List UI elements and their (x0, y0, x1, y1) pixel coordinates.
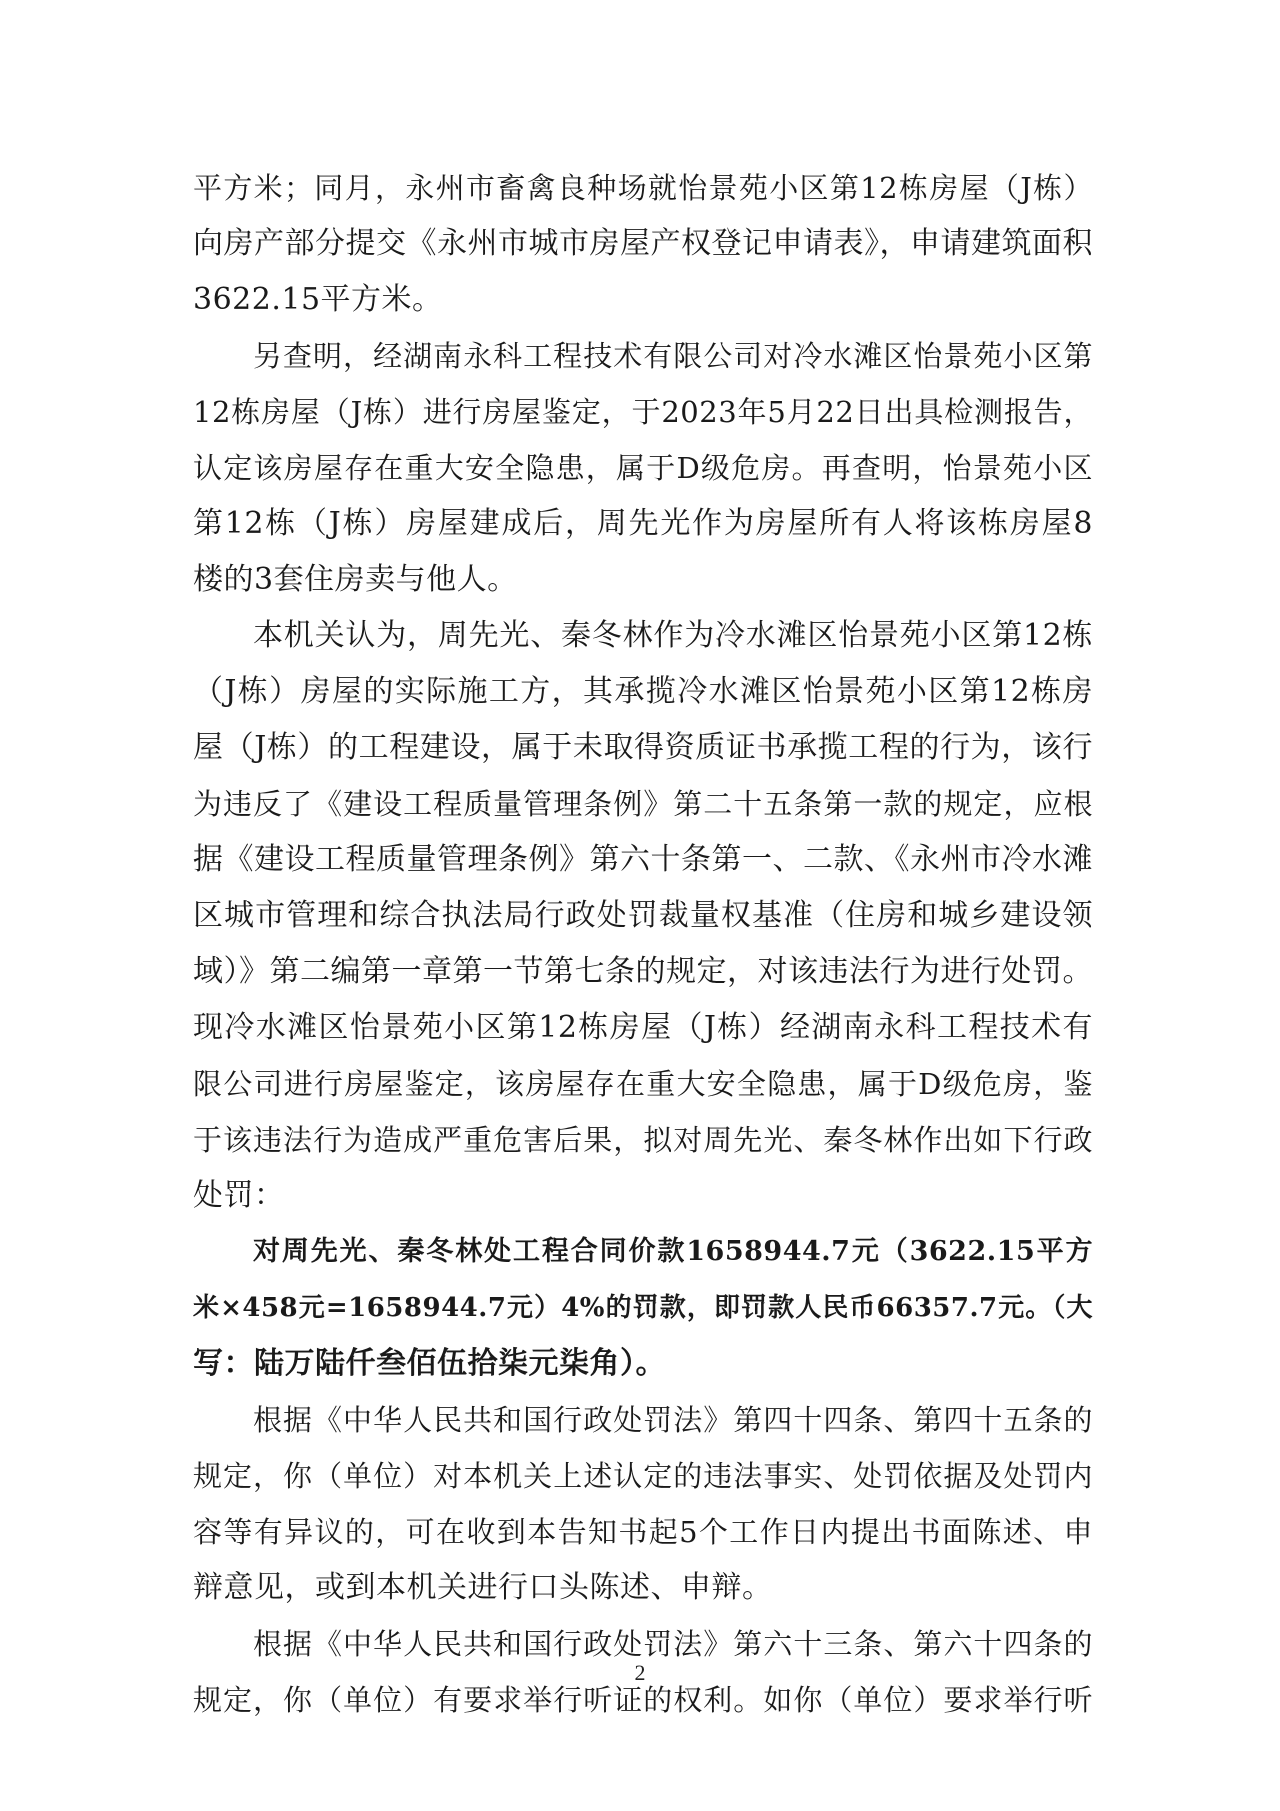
text-line: 规定，你（单位）对本机关上述认定的违法事实、处罚依据及处罚内 (193, 1459, 1093, 1493)
text-line: 米×458元=1658944.7元）4%的罚款，即罚款人民币66357.7元。（大 (193, 1293, 1093, 1323)
document-body (193, 160, 1093, 1728)
text-line: 写：陆万陆仟叁佰伍拾柒元柒角）。 (193, 1346, 666, 1381)
text-line: 根据《中华人民共和国行政处罚法》第六十三条、第六十四条的 (253, 1627, 1093, 1661)
text-line: 处罚： (193, 1178, 285, 1213)
text-line: 根据《中华人民共和国行政处罚法》第四十四条、第四十五条的 (253, 1403, 1093, 1437)
text-line: （J栋）房屋的实际施工方，其承揽冷水滩区怡景苑小区第12栋房 (193, 674, 1093, 709)
text-line: 区城市管理和综合执法局行政处罚裁量权基准（住房和城乡建设领 (193, 898, 1093, 933)
text-line: 本机关认为，周先光、秦冬林作为冷水滩区怡景苑小区第12栋 (253, 618, 1093, 653)
text-line: 为违反了《建设工程质量管理条例》第二十五条第一款的规定，应根 (193, 787, 1093, 821)
text-line: 于该违法行为造成严重危害后果，拟对周先光、秦冬林作出如下行政 (193, 1123, 1093, 1157)
text-line: 辩意见，或到本机关进行口头陈述、申辩。 (193, 1570, 773, 1605)
text-line: 屋（J栋）的工程建设，属于未取得资质证书承揽工程的行为，该行 (193, 730, 1093, 765)
text-line: 向房产部分提交《永州市城市房屋产权登记申请表》，申请建筑面积 (193, 226, 1093, 261)
text-line: 12栋房屋（J栋）进行房屋鉴定，于2023年5月22日出具检测报告， (193, 395, 1093, 429)
text-line: 平方米；同月，永州市畜禽良种场就怡景苑小区第12栋房屋（J栋） (193, 171, 1093, 205)
text-line: 规定，你（单位）有要求举行听证的权利。如你（单位）要求举行听 (193, 1683, 1093, 1717)
text-line: 楼的3套住房卖与他人。 (193, 562, 518, 597)
text-line: 第12栋（J栋）房屋建成后，周先光作为房屋所有人将该栋房屋8 (193, 506, 1093, 541)
page-number: 2 (634, 1660, 646, 1685)
text-line: 对周先光、秦冬林处工程合同价款1658944.7元（3622.15平方 (253, 1236, 1093, 1267)
text-line: 限公司进行房屋鉴定，该房屋存在重大安全隐患，属于D级危房，鉴 (193, 1067, 1093, 1101)
text-line: 认定该房屋存在重大安全隐患，属于D级危房。再查明，怡景苑小区 (193, 451, 1093, 485)
text-line: 域）》第二编第一章第一节第七条的规定，对该违法行为进行处罚。 (193, 954, 1093, 989)
text-line: 3622.15平方米。 (193, 282, 443, 317)
text-line: 另查明，经湖南永科工程技术有限公司对冷水滩区怡景苑小区第 (253, 339, 1093, 373)
text-line: 容等有异议的，可在收到本告知书起5个工作日内提出书面陈述、申 (193, 1515, 1093, 1549)
text-line: 据《建设工程质量管理条例》第六十条第一、二款、《永州市冷水滩 (193, 842, 1093, 877)
text-line: 现冷水滩区怡景苑小区第12栋房屋（J栋）经湖南永科工程技术有 (193, 1010, 1093, 1045)
